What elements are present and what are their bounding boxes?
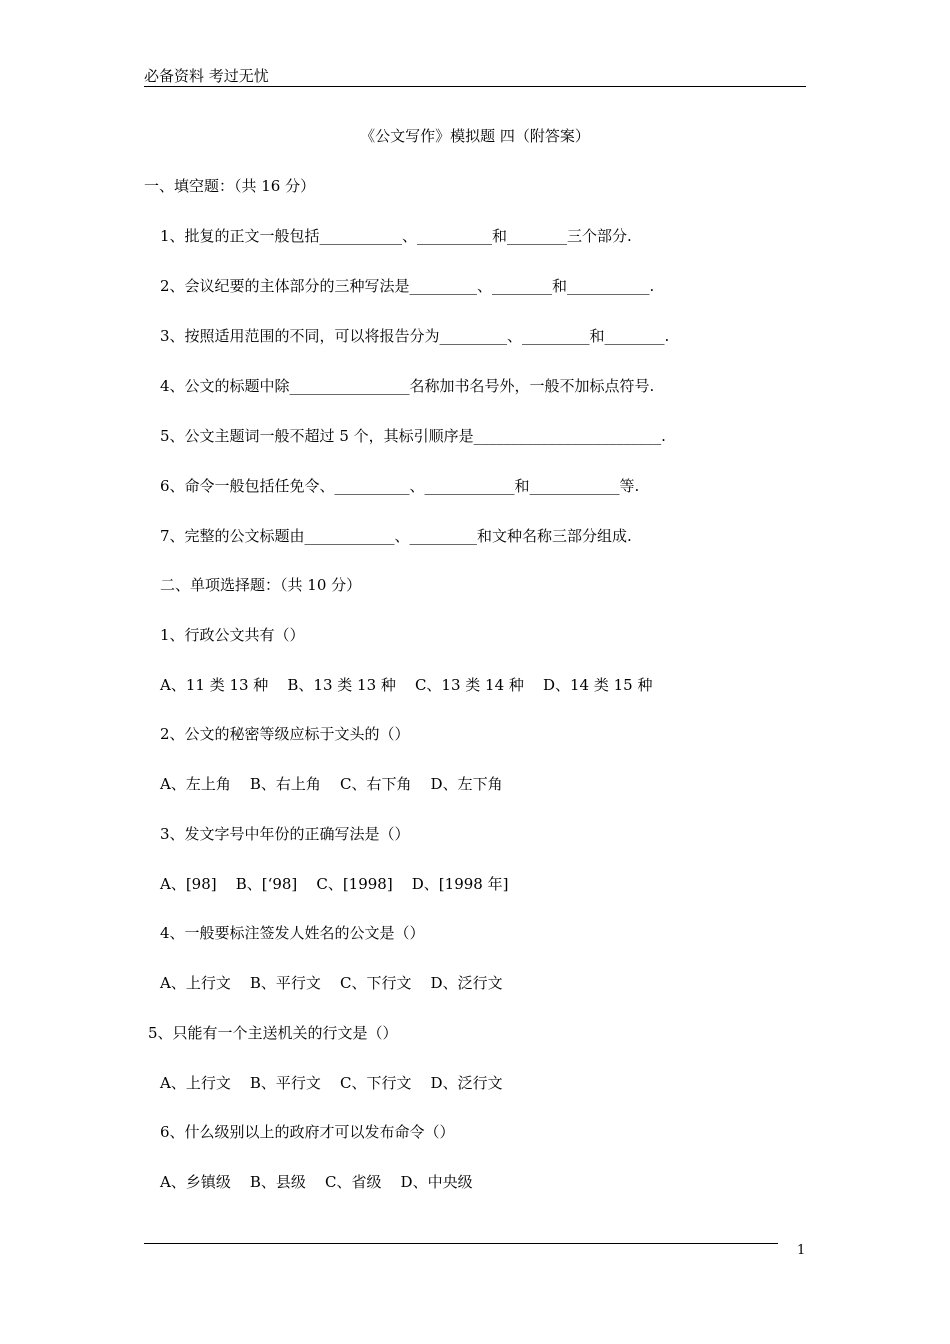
choice-question-5: 5、只能有一个主送机关的行文是（） — [148, 1024, 398, 1042]
fill-question-4: 4、公文的标题中除________________名称加书名号外，一般不加标点符号. — [160, 377, 655, 395]
document-title: 《公文写作》模拟题 四（附答案） — [360, 127, 590, 145]
page-number: 1 — [797, 1243, 806, 1258]
fill-question-6: 6、命令一般包括任免令、__________、____________和____________等. — [160, 477, 640, 495]
page-header: 必备资料 考过无忧 — [144, 67, 269, 85]
section-heading-choice: 二、单项选择题：（共 10 分） — [160, 576, 362, 594]
choice-question-4: 4、一般要标注签发人姓名的公文是（） — [160, 924, 425, 942]
fill-question-7: 7、完整的公文标题由____________、_________和文种名称三部分组成. — [160, 527, 632, 545]
choice-question-2: 2、公文的秘密等级应标于文头的（） — [160, 725, 410, 743]
choice-options-1: A、11 类 13 种 B、13 类 13 种 C、13 类 14 种 D、14 类 15 种 — [160, 676, 653, 694]
choice-question-1: 1、行政公文共有（） — [160, 626, 305, 644]
section-heading-fill-in: 一、填空题：（共 16 分） — [144, 177, 316, 195]
fill-question-2: 2、会议纪要的主体部分的三种写法是_________、________和___________. — [160, 277, 655, 295]
choice-options-5: A、上行文 B、平行文 C、下行文 D、泛行文 — [160, 1074, 503, 1092]
header-divider — [144, 86, 806, 87]
footer-divider — [144, 1243, 778, 1244]
fill-question-1: 1、批复的正文一般包括___________、__________和________三个部分. — [160, 227, 632, 245]
choice-question-3: 3、发文字号中年份的正确写法是（） — [160, 825, 410, 843]
choice-question-6: 6、什么级别以上的政府才可以发布命令（） — [160, 1123, 455, 1141]
fill-question-3: 3、按照适用范围的不同，可以将报告分为_________、_________和________. — [160, 327, 670, 345]
fill-question-5: 5、公文主题词一般不超过 5 个，其标引顺序是_________________________. — [160, 427, 666, 445]
choice-options-2: A、左上角 B、右上角 C、右下角 D、左下角 — [160, 775, 503, 793]
choice-options-3: A、[98] B、[‘98] C、[1998] D、[1998 年] — [160, 875, 509, 893]
choice-options-4: A、上行文 B、平行文 C、下行文 D、泛行文 — [160, 974, 503, 992]
choice-options-6: A、乡镇级 B、县级 C、省级 D、中央级 — [160, 1173, 473, 1191]
